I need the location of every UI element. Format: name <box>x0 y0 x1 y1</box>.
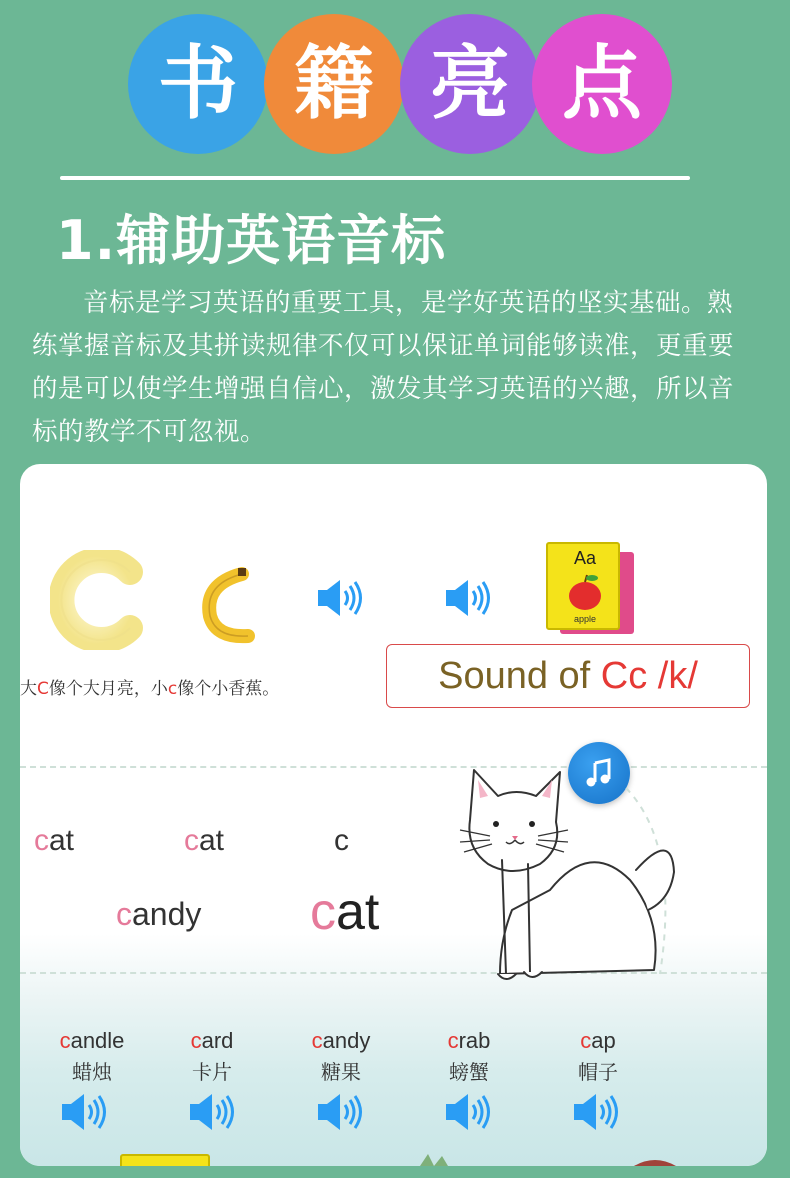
vocab-candy: candy 糖果 <box>311 1028 371 1084</box>
vocab-card: card 卡片 <box>190 1028 234 1084</box>
badge-2-char: 籍 <box>294 37 374 130</box>
title-badges <box>128 14 672 154</box>
cat-illustration <box>440 760 680 990</box>
vocab-cap: cap 帽子 <box>578 1028 618 1084</box>
speaker-icon[interactable] <box>60 1092 110 1132</box>
word-cat-large: cat <box>310 883 380 941</box>
vocab-crab: crab 螃蟹 <box>447 1028 491 1084</box>
badge-3 <box>400 14 540 154</box>
word-c: c <box>334 824 349 857</box>
badge-3-char: 亮 <box>430 37 510 130</box>
speaker-icon[interactable] <box>444 578 494 618</box>
speaker-icon[interactable] <box>444 1092 494 1132</box>
badge-2 <box>264 14 404 154</box>
flashcard-word: apple <box>573 614 597 624</box>
moon-letter-c-image <box>50 550 150 650</box>
badge-4 <box>532 14 672 154</box>
word-cat-1: cat <box>34 824 75 857</box>
badge-1 <box>128 14 268 154</box>
badge-1-char: 书 <box>158 37 238 130</box>
content-card <box>20 464 767 1166</box>
partial-flashcard <box>120 1154 210 1166</box>
vocab-candle: candle 蜡烛 <box>59 1028 125 1084</box>
word-candy: candy <box>116 896 202 932</box>
apple-flashcard <box>546 542 636 634</box>
apple-icon <box>566 572 604 612</box>
section-intro: 音标是学习英语的重要工具，是学好英语的坚实基础。熟练掌握音标及其拼读规律不仅可以保证单词能够读准，更重要的是可以使学生增强自信心，激发其学习英语的兴趣，所以音标的教学不可忽视。 <box>32 288 735 447</box>
speaker-icon[interactable] <box>316 1092 366 1132</box>
partial-hat-image <box>630 1156 680 1166</box>
partial-plant-image <box>416 1152 456 1166</box>
speaker-icon[interactable] <box>572 1092 622 1132</box>
sound-of-cc-box: Sound of Cc /k/ <box>386 644 750 708</box>
speaker-icon[interactable] <box>316 578 366 618</box>
section-title: 1.辅助英语音标 <box>56 209 447 272</box>
word-cat-2: cat <box>184 824 225 857</box>
badge-4-char: 点 <box>562 37 642 130</box>
banana-letter-c-image <box>198 564 262 644</box>
flashcard-title: Aa <box>573 548 597 568</box>
moon-banana-caption: 大C像个大月亮，小c像个小香蕉。 <box>20 679 280 699</box>
divider <box>60 176 690 180</box>
speaker-icon[interactable] <box>188 1092 238 1132</box>
